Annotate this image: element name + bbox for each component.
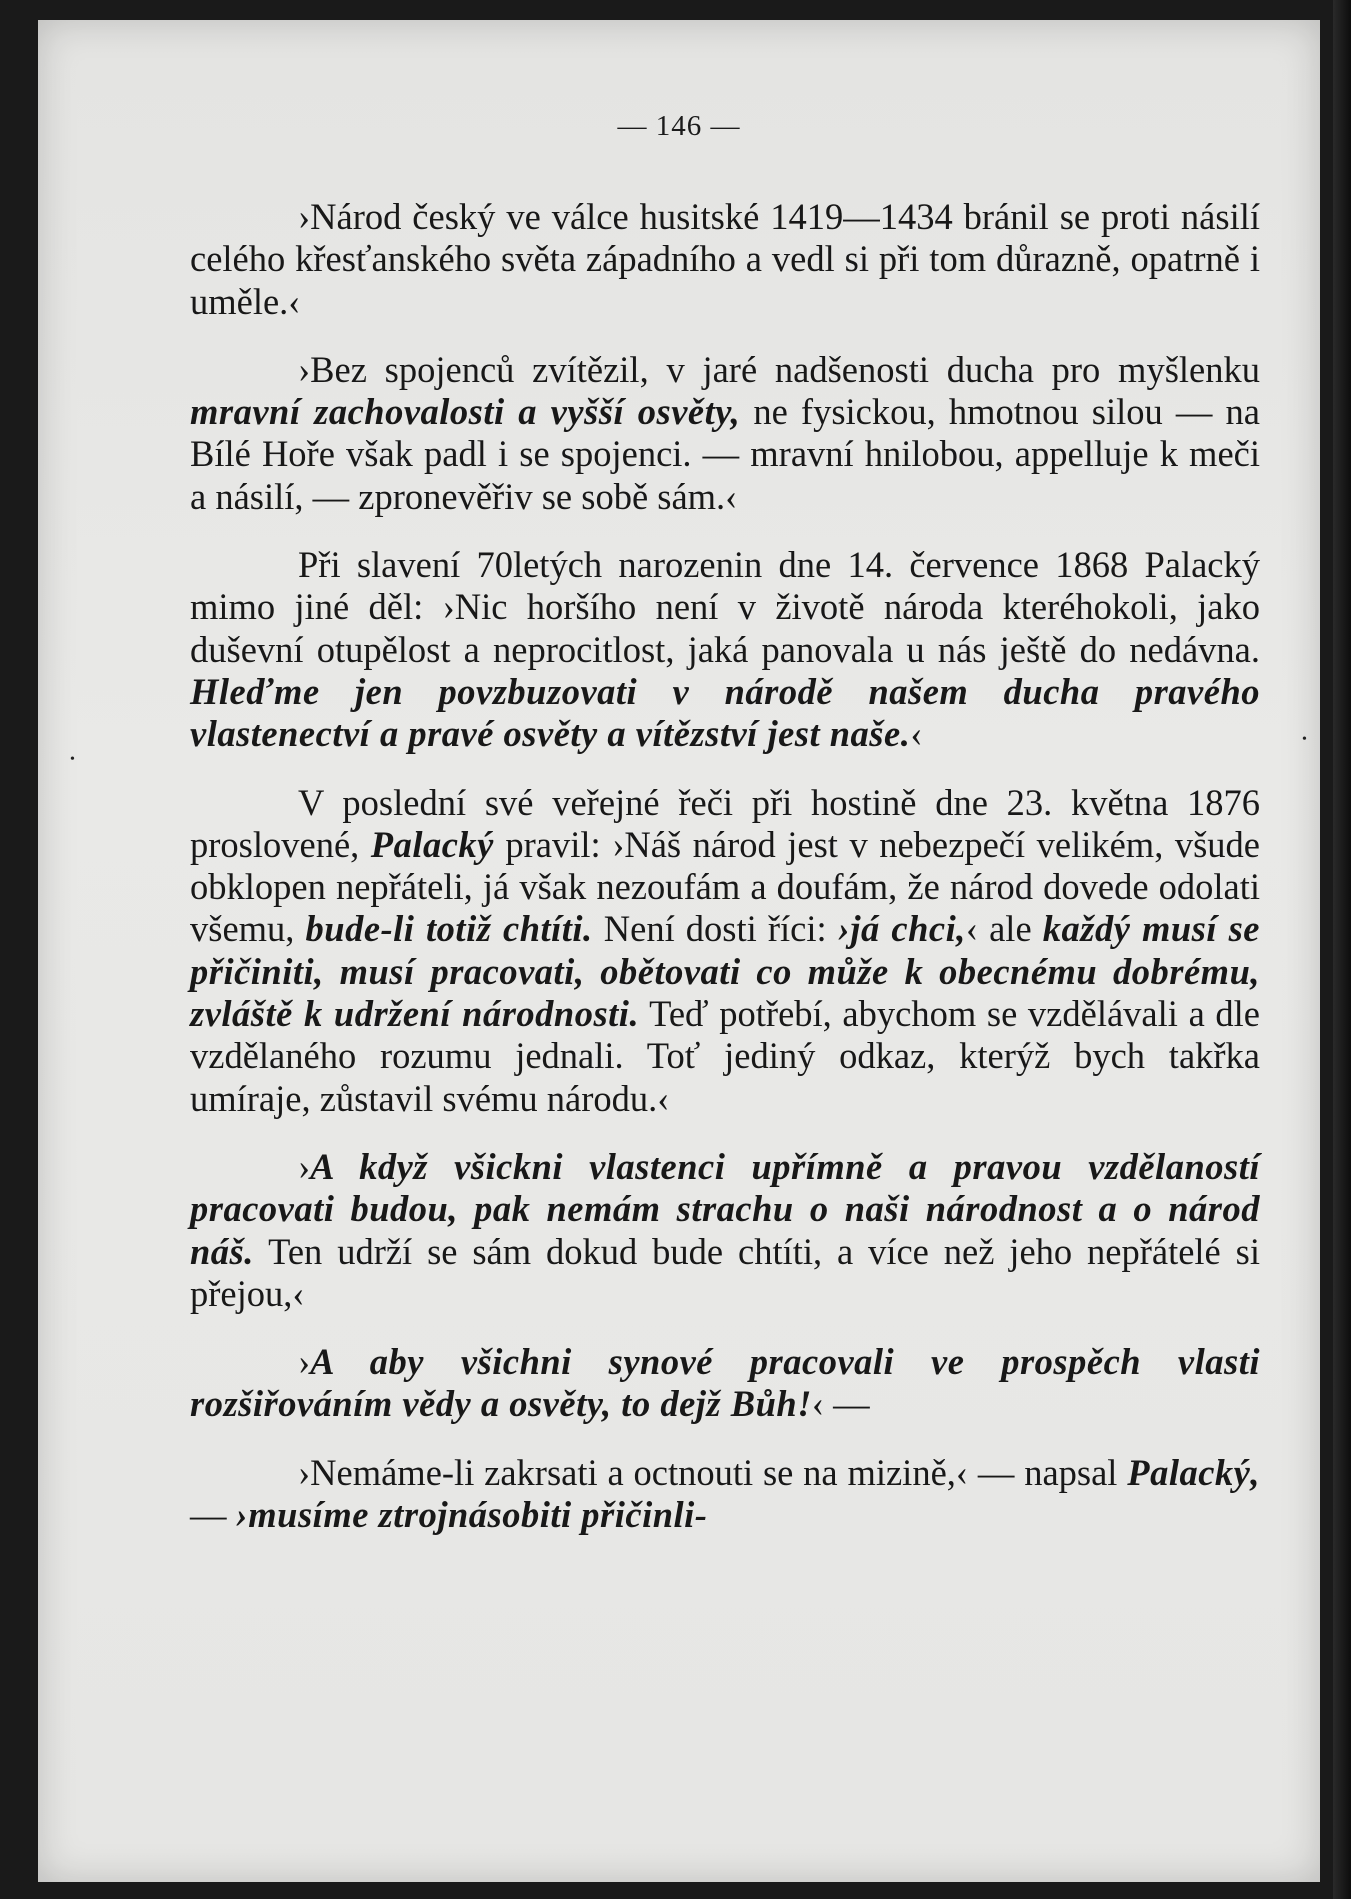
text-segment: ›Národ český ve válce husitské 1419—1434 bránil se proti násilí celého křesťanského světa západního a vedl si při tom důrazně, opatrně i uměle.‹ [190,196,1260,322]
text-segment: ‹ ale [965,908,1043,950]
body-text [190,196,1260,1562]
text-segment: ne fysickou, hmotnou silou — na Bílé Hoře však padl i se spojenci. — mravní hnilobou, appelluje k meči a násilí, — zpronevěřiv se sobě sám.‹ [190,391,1261,517]
emphasized-text: Hleďme jen povzbuzovati v národě našem ducha pravého vlastenectví a pravé osvěty a vítězství jest naše. [190,670,1260,755]
paragraph [190,196,1260,323]
text-segment: Není dosti říci: [592,908,838,950]
book-spine [1333,0,1351,1899]
paragraph [190,349,1260,518]
emphasized-text: A aby všichni synové pracovali ve prospěch vlasti rozšiřováním vědy a osvěty, to dejž Bůh! [190,1341,1260,1425]
text-segment: ›Bez spojenců zvítězil, v jaré nadšenosti ducha pro myšlenku [298,348,1260,390]
paragraph [190,1341,1260,1426]
page-number: — 146 — [617,110,741,142]
text-segment: V poslední své veřejné řeči při hostině dne 23. května 1876 proslovené, [190,781,1260,865]
emphasized-text: bude-li totiž chtíti. [305,908,593,950]
emphasized-text: A když všickni vlastenci upřímně a pravou vzdělaností pracovati budou, pak nemám strachu o naši národnost a o národ náš. [190,1145,1260,1272]
emphasized-text: každý musí se přičiniti, musí pracovati, obětovati co může k obecnému dobrému, zvláště k udržení národnosti. [190,908,1260,1035]
text-segment: ›Nemáme-li zakrsati a octnouti se na mizině,‹ — napsal [298,1451,1128,1493]
text-segment: › [298,1145,311,1187]
paragraph [190,782,1260,1120]
text-segment: ‹ [910,713,923,755]
margin-speck: • [70,752,75,767]
book-page [38,20,1320,1882]
margin-speck: • [1302,732,1307,747]
text-segment: Ten udrží se sám dokud bude chtíti, a více než jeho nepřátelé si přejou,‹ [190,1230,1260,1314]
text-segment: pravil: ›Náš národ jest v nebezpečí velikém, všude obklopen nepřáteli, já však nezoufám a doufám, že národ dovede odolati všemu, [190,823,1260,950]
emphasized-text: ›musíme ztrojnásobiti přičinli- [235,1494,708,1536]
emphasized-text: ›já chci, [837,908,966,950]
text-segment: ‹ — [811,1383,870,1425]
emphasized-text: Palacký, [1127,1451,1260,1493]
text-segment: › [298,1341,311,1383]
paragraph [190,544,1260,755]
paragraph [190,1452,1260,1537]
text-segment: Teď potřebí, abychom se vzdělávali a dle vzdělaného rozumu jednali. Toť jediný odkaz, kterýž bych takřka umíraje, zůstavil svému národu.‹ [190,993,1261,1119]
text-segment: — [190,1494,236,1536]
emphasized-text: mravní zachovalosti a vyšší osvěty, [190,391,741,433]
paragraph [190,1146,1260,1315]
text-segment: Při slavení 70letých narozenin dne 14. července 1868 Palacký mimo jiné děl: ›Nic horšího není v životě národa kteréhokoli, jako duševní otupělost a neprocitlost, jaká panovala u nás ještě do nedávna. [190,544,1260,670]
emphasized-text: Palacký [370,823,494,865]
